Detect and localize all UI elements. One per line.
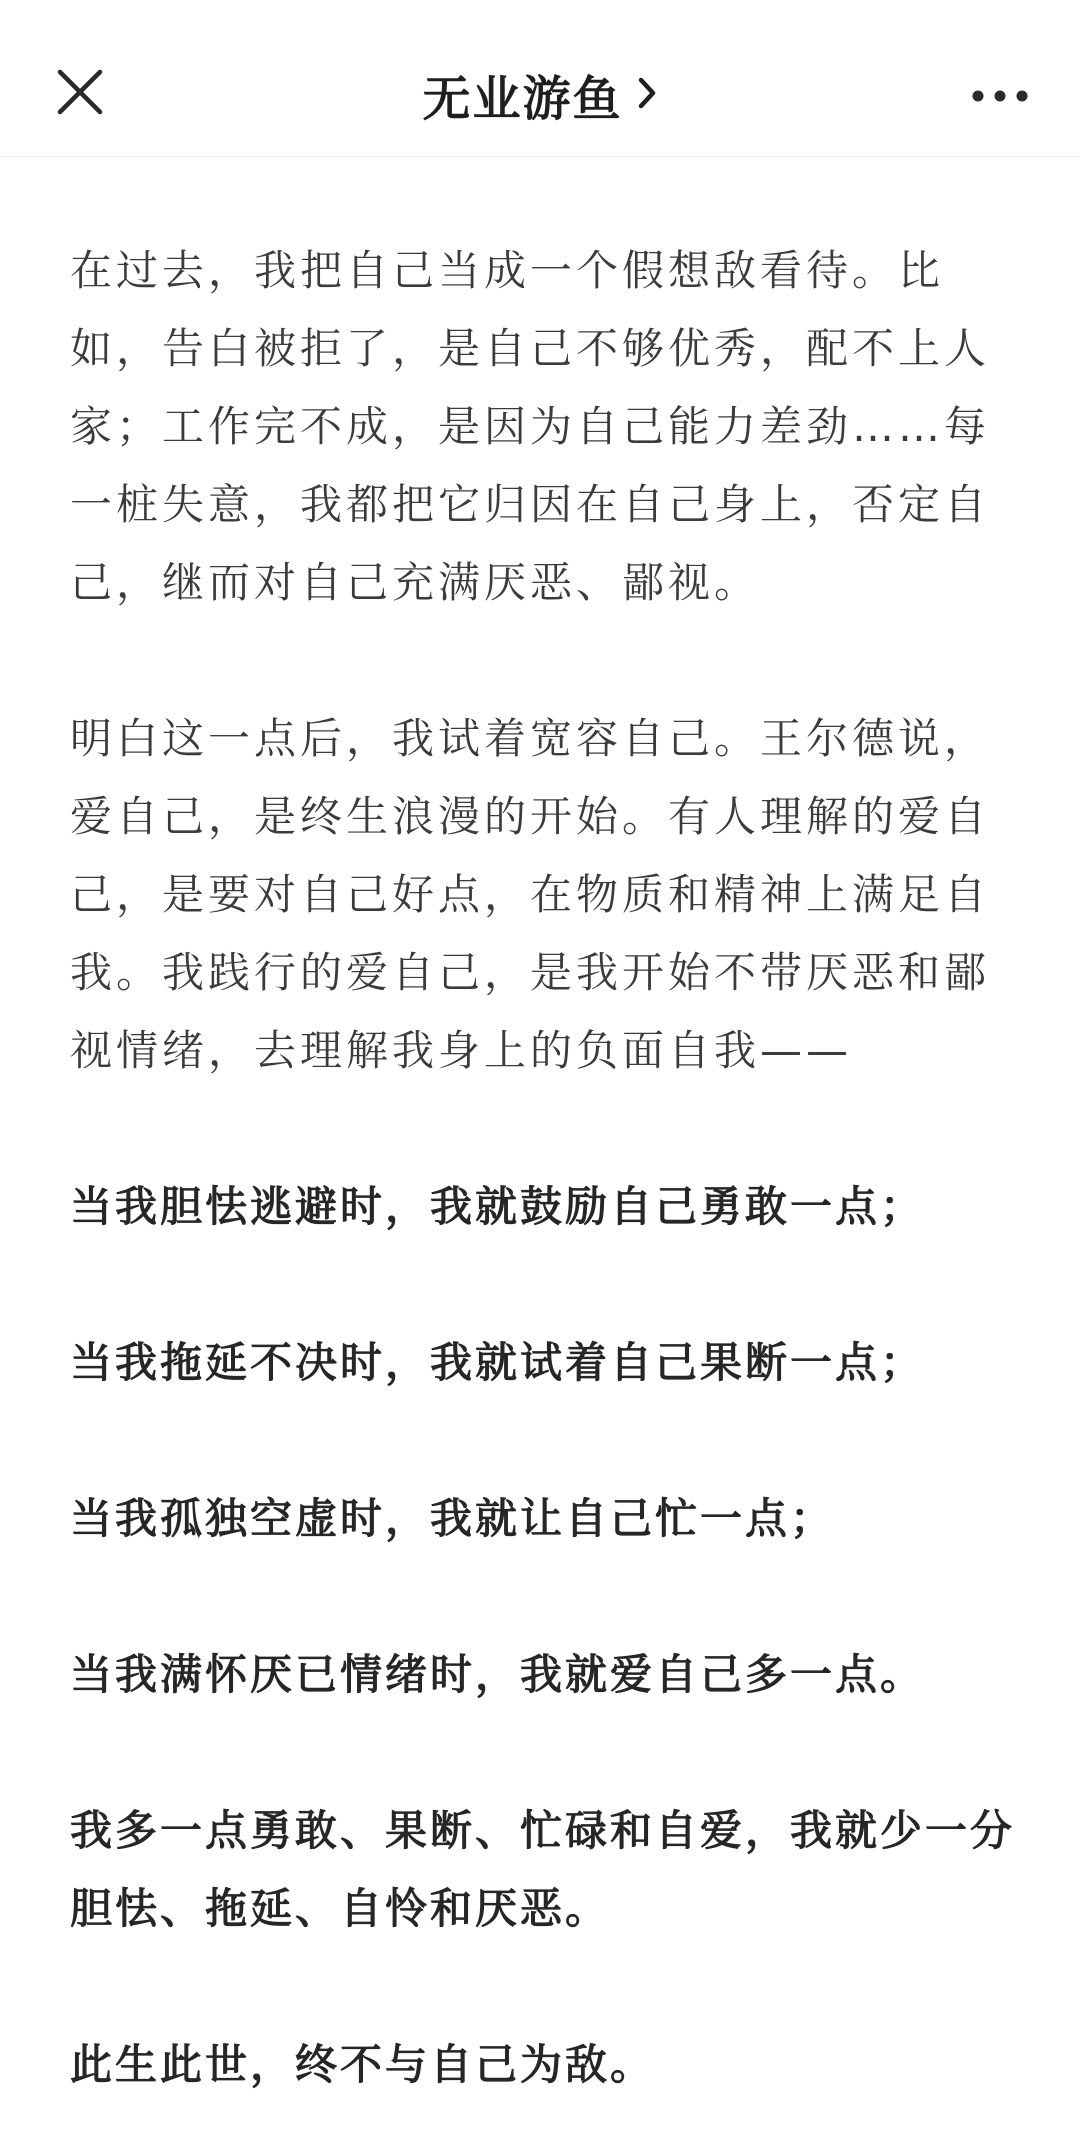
article-paragraph-3: 当我胆怯逃避时，我就鼓励自己勇敢一点；: [70, 1182, 926, 1231]
article-paragraph-1: 在过去，我把自己当成一个假想敌看待。比如，告白被拒了，是自己不够优秀，配不上人家；工作完不成，是因为自己能力差劲……每一桩失意，我都把它归因在自己身上，否定自己，继而对自己充满厌恶、鄙视。: [70, 246, 991, 607]
article-paragraph-5: 当我孤独空虚时，我就让自己忙一点；: [70, 1494, 836, 1543]
article-paragraph-6: 当我满怀厌已情绪时，我就爱自己多一点。: [70, 1650, 926, 1699]
article-body: [70, 232, 1020, 2104]
more-horizontal-icon: [970, 86, 1030, 106]
top-navigation-bar: [0, 0, 1080, 157]
account-title-link[interactable]: [0, 60, 1080, 129]
article-paragraph-7: 我多一点勇敢、果断、忙碌和自爱，我就少一分胆怯、拖延、自怜和厌恶。: [70, 1806, 1016, 1933]
page-title: 无业游鱼: [422, 71, 623, 127]
article-paragraph-4: 当我拖延不决时，我就试着自己果断一点；: [70, 1338, 926, 1387]
chevron-right-icon: [636, 75, 658, 115]
article-paragraph-8: 此生此世，终不与自己为敌。: [70, 2040, 656, 2089]
article-paragraph-2: 明白这一点后，我试着宽容自己。王尔德说，爱自己，是终生浪漫的开始。有人理解的爱自己，是要对自己好点，在物质和精神上满足自我。我践行的爱自己，是我开始不带厌恶和鄙视情绪，去理解我身上的负面自我——: [70, 714, 991, 1075]
more-options-button[interactable]: [970, 86, 1030, 106]
